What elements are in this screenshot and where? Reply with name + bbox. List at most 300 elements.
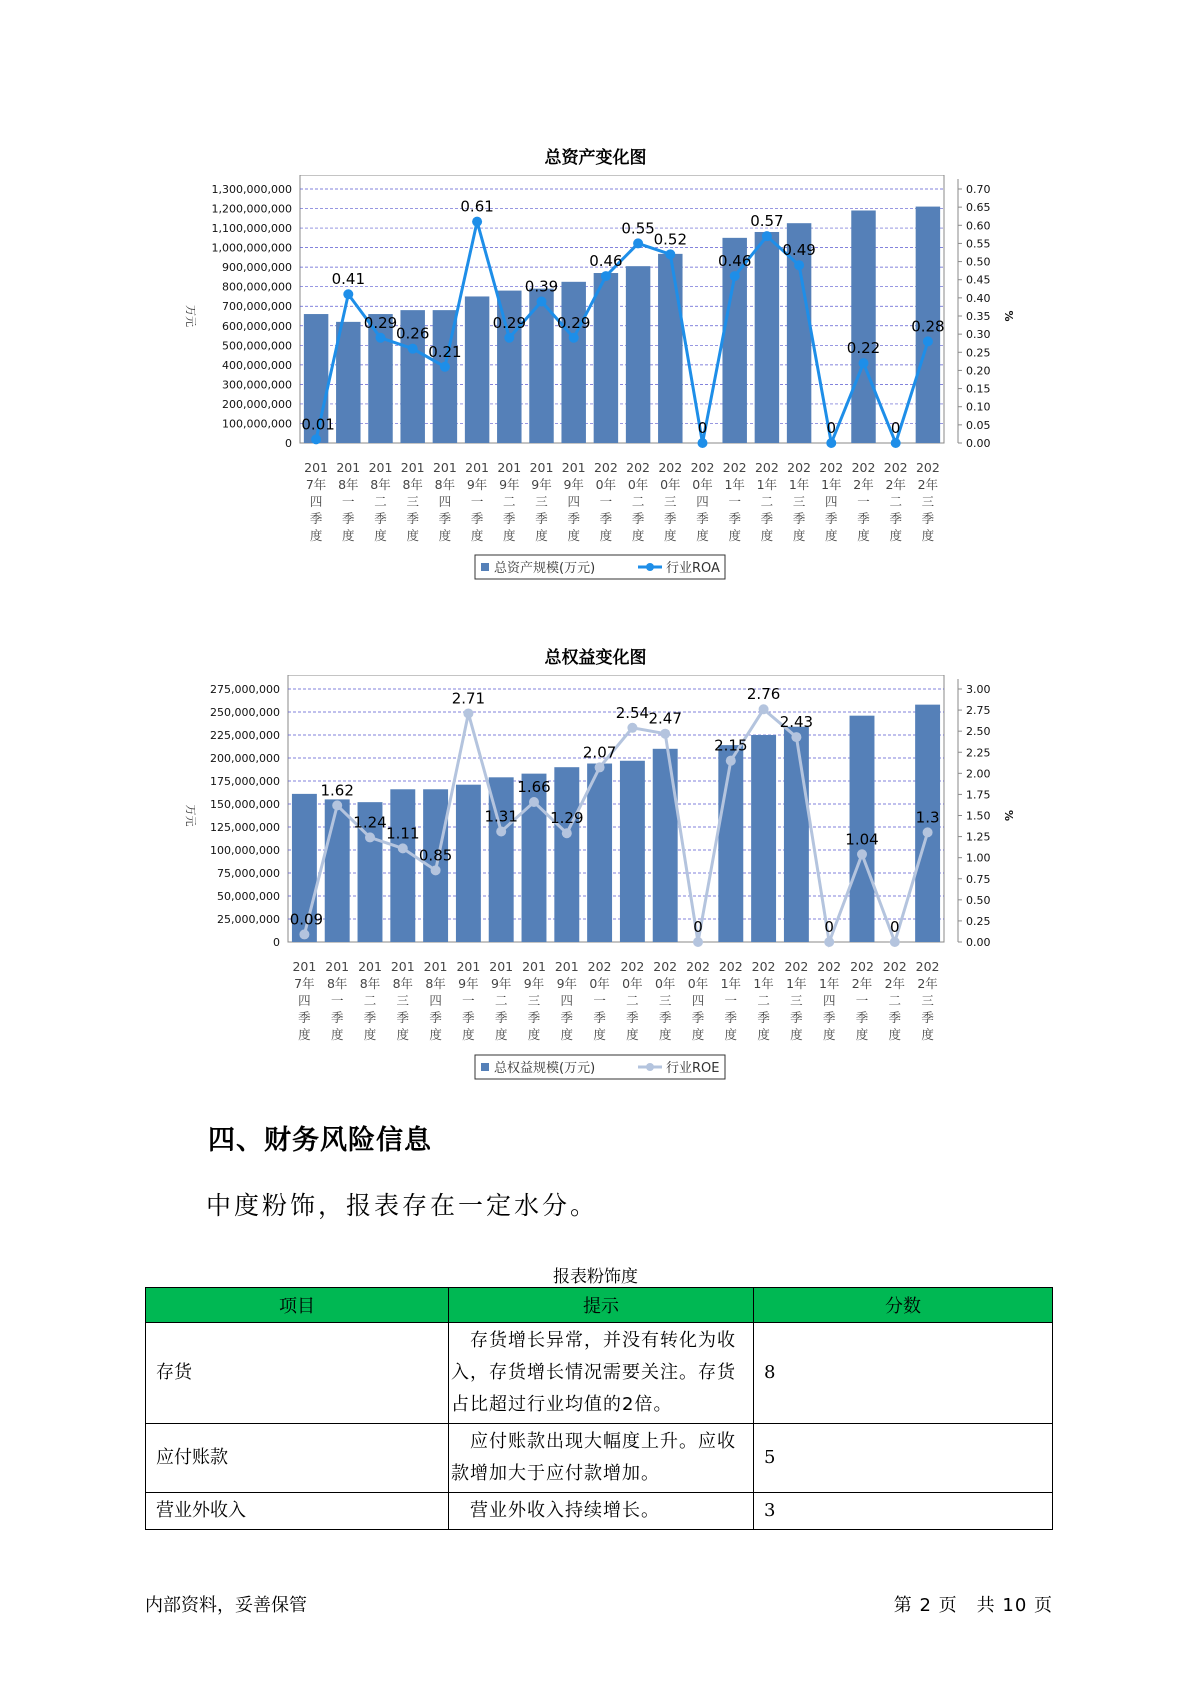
- x-tick-label: 1年: [724, 477, 745, 492]
- x-tick-label: 度: [664, 528, 677, 543]
- x-tick-label: 202: [915, 460, 940, 475]
- x-tick-label: 201: [432, 460, 457, 475]
- y2-tick-label: 0.50: [966, 893, 991, 907]
- x-tick-label: 四: [560, 993, 574, 1008]
- x-tick-label: 201: [400, 460, 425, 475]
- x-tick-label: 度: [888, 1027, 902, 1042]
- x-tick-label: 三: [396, 993, 410, 1008]
- x-tick-label: 2年: [917, 976, 938, 991]
- x-tick-label: 一: [470, 494, 484, 509]
- y2-tick-label: 0.00: [966, 936, 991, 949]
- legend-bar-swatch: [481, 1063, 489, 1071]
- x-tick-label: 季: [309, 511, 323, 526]
- line-point: [311, 434, 321, 444]
- x-tick-label: 季: [728, 511, 741, 526]
- x-tick-label: 三: [658, 993, 672, 1008]
- x-tick-label: 季: [593, 1010, 606, 1025]
- x-tick-label: 度: [724, 1027, 738, 1042]
- x-tick-label: 季: [855, 1010, 869, 1025]
- line-point: [794, 260, 804, 270]
- x-tick-label: 202: [817, 959, 842, 974]
- x-tick-label: 度: [567, 528, 580, 543]
- x-tick-label: 季: [857, 511, 870, 526]
- y2-axis-title: %: [1002, 310, 1015, 322]
- x-tick-label: 度: [535, 528, 548, 543]
- x-tick-label: 度: [631, 528, 645, 543]
- y-tick-label: 225,000,000: [210, 729, 280, 742]
- data-label: 2.54: [615, 703, 650, 722]
- x-tick-label: 度: [822, 1027, 836, 1042]
- data-label: 0.61: [460, 197, 494, 216]
- x-tick-label: 度: [760, 528, 774, 543]
- y2-tick-label: 0.15: [966, 382, 991, 396]
- bar: [658, 254, 682, 443]
- data-label: 0.57: [750, 212, 784, 231]
- x-tick-label: 季: [396, 1010, 410, 1025]
- x-tick-label: 202: [593, 460, 618, 475]
- data-label: 0: [890, 419, 901, 437]
- x-tick-label: 四: [429, 993, 442, 1008]
- data-label: 0: [824, 918, 834, 936]
- data-label: 0: [693, 918, 703, 936]
- table-header-row: [146, 1288, 1053, 1323]
- x-tick-label: 一: [462, 993, 475, 1008]
- y-tick-label: 100,000,000: [210, 844, 280, 857]
- y2-tick-label: 1.25: [966, 830, 991, 844]
- section-heading: 四、财务风险信息: [208, 1125, 432, 1156]
- x-tick-label: 季: [921, 511, 935, 526]
- legend-line-marker: [646, 563, 654, 571]
- y2-axis-title: %: [1002, 809, 1015, 822]
- data-label: 2.15: [714, 736, 748, 755]
- whitewash-table: [145, 1287, 1053, 1530]
- bar: [751, 735, 776, 942]
- bar: [653, 749, 678, 942]
- line-point: [693, 937, 703, 947]
- line-point: [376, 333, 386, 343]
- x-tick-label: 度: [696, 528, 709, 543]
- section-text: 中度粉饰，报表存在一定水分。: [206, 1191, 599, 1220]
- x-tick-label: 二: [626, 993, 639, 1008]
- chart1-title: 总资产变化图: [544, 148, 647, 168]
- x-tick-label: 四: [309, 494, 323, 509]
- line-point: [440, 362, 450, 372]
- x-tick-label: 度: [825, 528, 838, 543]
- y2-tick-label: 0.50: [966, 255, 991, 269]
- x-tick-label: 202: [882, 959, 907, 974]
- x-tick-label: 8年: [392, 976, 414, 991]
- data-label: 0.01: [301, 415, 335, 434]
- x-tick-label: 0年: [692, 477, 713, 492]
- x-tick-label: 四: [567, 494, 580, 509]
- y-tick-label: 1,200,000,000: [211, 202, 292, 216]
- x-tick-label: 202: [787, 460, 812, 475]
- x-tick-label: 202: [653, 959, 678, 974]
- x-tick-label: 度: [626, 1027, 639, 1042]
- bar: [626, 266, 650, 443]
- data-label: 1.66: [517, 778, 551, 797]
- y-tick-label: 50,000,000: [217, 890, 280, 903]
- x-tick-label: 201: [497, 460, 522, 475]
- x-tick-label: 201: [358, 959, 382, 974]
- x-tick-label: 季: [342, 511, 355, 526]
- header-item: 项目: [146, 1288, 449, 1323]
- y-tick-label: 600,000,000: [222, 319, 292, 333]
- y-tick-label: 75,000,000: [217, 867, 280, 880]
- x-tick-label: 0年: [687, 976, 709, 991]
- x-tick-label: 0年: [654, 976, 676, 991]
- data-label: 1.29: [550, 809, 584, 828]
- x-tick-label: 三: [664, 494, 677, 509]
- x-tick-label: 9年: [531, 477, 552, 492]
- footer-page-number: 第 2 页 共 10 页: [893, 1595, 1053, 1616]
- data-label: 0: [826, 419, 837, 437]
- row-hint: 存货增长异常，并没有转化为收入，存货增长情况需要关注。存货占比超过行业均值的2倍。: [449, 1323, 754, 1424]
- x-tick-label: 201: [529, 460, 554, 475]
- bar: [456, 785, 481, 942]
- total-equity-chart: [0, 675, 1191, 1095]
- x-tick-label: 2年: [851, 976, 873, 991]
- x-tick-label: 季: [822, 1010, 836, 1025]
- x-tick-label: 四: [822, 993, 836, 1008]
- y2-tick-label: 0.25: [966, 346, 991, 360]
- x-tick-label: 度: [790, 1027, 803, 1042]
- x-tick-label: 季: [535, 511, 548, 526]
- bar: [718, 745, 743, 942]
- y-tick-label: 25,000,000: [217, 913, 280, 926]
- x-tick-label: 三: [921, 494, 935, 509]
- x-tick-label: 季: [664, 511, 677, 526]
- y-tick-label: 175,000,000: [210, 775, 280, 788]
- x-tick-label: 8年: [326, 976, 348, 991]
- x-tick-label: 202: [690, 460, 715, 475]
- x-tick-label: 201: [465, 460, 490, 475]
- x-tick-label: 一: [724, 993, 738, 1008]
- x-tick-label: 度: [889, 528, 902, 543]
- data-label: 0.29: [492, 313, 527, 332]
- line-point: [730, 271, 740, 281]
- data-label: 0.22: [846, 339, 881, 358]
- x-tick-label: 1年: [788, 477, 810, 492]
- bar: [784, 727, 809, 942]
- y2-tick-label: 2.00: [966, 767, 991, 781]
- row-hint: 营业外收入持续增长。: [449, 1493, 754, 1530]
- x-tick-label: 二: [888, 993, 902, 1008]
- line-point: [726, 756, 736, 766]
- bar: [587, 764, 612, 942]
- x-tick-label: 7年: [294, 976, 315, 991]
- y2-tick-label: 1.50: [966, 809, 991, 823]
- x-tick-label: 季: [567, 511, 580, 526]
- x-tick-label: 度: [757, 1027, 770, 1042]
- y2-tick-label: 0.30: [966, 328, 991, 342]
- x-tick-label: 季: [631, 511, 645, 526]
- y-axis-title: 万元: [184, 305, 197, 327]
- line-point: [398, 843, 408, 853]
- y-tick-label: 150,000,000: [210, 798, 280, 811]
- row-hint: 应付账款出现大幅度上升。应收款增加大于应付款增加。: [449, 1424, 754, 1493]
- x-tick-label: 四: [298, 993, 311, 1008]
- x-tick-label: 2年: [917, 477, 939, 492]
- footer-confidential: 内部资料，妥善保管: [145, 1595, 307, 1616]
- line-point: [431, 865, 441, 875]
- data-label: 1.04: [845, 830, 879, 849]
- line-point: [299, 929, 309, 939]
- y-tick-label: 800,000,000: [222, 280, 292, 294]
- y2-tick-label: 0.10: [966, 400, 991, 414]
- x-tick-label: 202: [784, 959, 809, 974]
- x-tick-label: 四: [438, 494, 452, 509]
- line-point: [923, 827, 933, 837]
- x-tick-label: 202: [626, 460, 651, 475]
- row-score: 8: [754, 1323, 1053, 1424]
- x-tick-label: 8年: [425, 976, 446, 991]
- line-point: [857, 849, 867, 859]
- x-tick-label: 度: [921, 1027, 934, 1042]
- x-tick-label: 202: [722, 460, 747, 475]
- x-tick-label: 202: [658, 460, 683, 475]
- line-point: [891, 438, 901, 448]
- y-tick-label: 1,100,000,000: [211, 222, 292, 236]
- x-tick-label: 9年: [466, 477, 488, 492]
- row-score: 3: [754, 1493, 1053, 1530]
- line-point: [824, 937, 834, 947]
- x-tick-label: 201: [368, 460, 393, 475]
- x-tick-label: 202: [851, 460, 876, 475]
- x-tick-label: 0年: [660, 477, 681, 492]
- y-tick-label: 200,000,000: [222, 397, 292, 411]
- data-label: 2.07: [582, 743, 617, 762]
- x-tick-label: 季: [792, 511, 806, 526]
- header-hint: 提示: [449, 1288, 754, 1323]
- x-tick-label: 201: [325, 959, 350, 974]
- y2-tick-label: 0.40: [966, 291, 991, 305]
- x-tick-label: 9年: [556, 976, 578, 991]
- x-tick-label: 202: [915, 959, 940, 974]
- x-tick-label: 1年: [756, 477, 778, 492]
- line-point: [504, 333, 514, 343]
- line-point: [562, 828, 572, 838]
- bar: [594, 273, 618, 443]
- x-tick-label: 季: [462, 1010, 475, 1025]
- x-tick-label: 2年: [884, 976, 906, 991]
- x-tick-label: 季: [374, 511, 387, 526]
- line-point: [627, 723, 637, 733]
- line-point: [791, 732, 801, 742]
- x-tick-label: 1年: [786, 976, 807, 991]
- y2-tick-label: 0.45: [966, 273, 991, 287]
- line-point: [529, 797, 539, 807]
- bar: [850, 716, 875, 942]
- data-label: 0.41: [331, 270, 366, 289]
- x-tick-label: 度: [792, 528, 806, 543]
- row-item: 应付账款: [146, 1424, 449, 1493]
- x-tick-label: 一: [330, 993, 344, 1008]
- data-label: 0.52: [653, 230, 688, 249]
- x-tick-label: 0年: [595, 477, 617, 492]
- bar: [755, 232, 779, 443]
- legend-bar-swatch: [481, 563, 489, 571]
- x-tick-label: 度: [503, 528, 516, 543]
- data-label: 1.3: [915, 808, 940, 827]
- data-label: 0.26: [395, 324, 430, 343]
- x-tick-label: 2年: [853, 477, 874, 492]
- x-tick-label: 度: [330, 1027, 344, 1042]
- x-tick-label: 一: [855, 993, 869, 1008]
- x-tick-label: 四: [696, 494, 709, 509]
- y-tick-label: 400,000,000: [222, 358, 292, 372]
- line-point: [762, 231, 772, 241]
- x-tick-label: 四: [825, 494, 838, 509]
- x-tick-label: 202: [587, 959, 612, 974]
- x-tick-label: 1年: [753, 976, 774, 991]
- data-label: 0: [890, 918, 900, 936]
- x-tick-label: 度: [921, 528, 935, 543]
- data-label: 0.85: [418, 846, 453, 865]
- x-tick-label: 季: [438, 511, 452, 526]
- data-label: 0.29: [363, 313, 398, 332]
- table-row: [146, 1424, 1053, 1493]
- row-item: 存货: [146, 1323, 449, 1424]
- x-tick-label: 度: [363, 1027, 377, 1042]
- x-tick-label: 202: [751, 959, 776, 974]
- y-axis-title: 万元: [184, 804, 197, 827]
- y-tick-label: 500,000,000: [222, 339, 292, 353]
- data-label: 1.62: [320, 781, 354, 800]
- x-tick-label: 季: [503, 511, 516, 526]
- x-tick-label: 一: [342, 494, 355, 509]
- x-tick-label: 201: [489, 959, 514, 974]
- y-tick-label: 1,000,000,000: [211, 241, 292, 255]
- line-point: [365, 832, 375, 842]
- y-tick-label: 900,000,000: [222, 261, 292, 275]
- data-label: 0.49: [782, 241, 816, 260]
- legend-bar-label: 总资产规模(万元): [494, 561, 596, 576]
- data-label: 2.43: [779, 713, 814, 732]
- table-row: [146, 1493, 1053, 1530]
- line-point: [343, 289, 353, 299]
- y-tick-label: 275,000,000: [210, 683, 280, 696]
- x-tick-label: 三: [921, 993, 934, 1008]
- x-tick-label: 季: [527, 1010, 541, 1025]
- row-item: 营业外收入: [146, 1493, 449, 1530]
- x-tick-label: 度: [857, 528, 870, 543]
- x-tick-label: 度: [309, 528, 323, 543]
- y2-tick-label: 1.00: [966, 851, 991, 865]
- x-tick-label: 季: [429, 1010, 442, 1025]
- line-point: [537, 296, 547, 306]
- line-point: [759, 704, 769, 714]
- line-point: [472, 217, 482, 227]
- x-tick-label: 度: [560, 1027, 574, 1042]
- x-tick-label: 202: [686, 959, 710, 974]
- line-point: [660, 729, 670, 739]
- x-tick-label: 三: [527, 993, 541, 1008]
- x-tick-label: 季: [889, 511, 902, 526]
- bar: [465, 296, 489, 443]
- line-point: [633, 238, 643, 248]
- y-tick-label: 200,000,000: [210, 752, 280, 765]
- x-tick-label: 度: [728, 528, 741, 543]
- x-tick-label: 8年: [402, 477, 423, 492]
- x-tick-label: 季: [696, 511, 709, 526]
- x-tick-label: 季: [494, 1010, 508, 1025]
- y2-tick-label: 2.50: [966, 725, 991, 739]
- data-label: 1.11: [386, 824, 420, 843]
- y-tick-label: 125,000,000: [210, 821, 280, 834]
- x-tick-label: 1年: [818, 976, 840, 991]
- y2-tick-label: 1.75: [966, 788, 991, 802]
- x-tick-label: 201: [390, 959, 415, 974]
- y-tick-label: 300,000,000: [222, 378, 292, 392]
- bar: [325, 799, 350, 942]
- table-caption: 报表粉饰度: [553, 1267, 638, 1287]
- x-tick-label: 201: [292, 959, 317, 974]
- x-tick-label: 季: [825, 511, 838, 526]
- y-tick-label: 700,000,000: [222, 300, 292, 314]
- x-tick-label: 一: [857, 494, 870, 509]
- x-tick-label: 季: [330, 1010, 344, 1025]
- y2-tick-label: 0.35: [966, 310, 991, 323]
- x-tick-label: 1年: [821, 477, 842, 492]
- x-tick-label: 0年: [589, 976, 610, 991]
- x-tick-label: 度: [462, 1027, 475, 1042]
- line-point: [601, 271, 611, 281]
- y-tick-label: 1,300,000,000: [211, 183, 292, 196]
- x-tick-label: 季: [724, 1010, 738, 1025]
- line-point: [332, 800, 342, 810]
- line-point: [923, 336, 933, 346]
- line-point: [496, 827, 506, 837]
- y2-tick-label: 3.00: [966, 683, 991, 696]
- bar: [390, 789, 415, 942]
- x-tick-label: 季: [599, 511, 613, 526]
- data-label: 0.29: [556, 313, 591, 332]
- y2-tick-label: 0.00: [966, 437, 991, 450]
- x-tick-label: 季: [406, 511, 419, 526]
- bar: [561, 282, 585, 443]
- line-point: [463, 708, 473, 718]
- data-label: 0.21: [428, 342, 462, 361]
- x-tick-label: 度: [691, 1027, 705, 1042]
- y2-tick-label: 0.20: [966, 364, 991, 378]
- y2-tick-label: 0.55: [966, 237, 991, 251]
- y-tick-label: 0: [273, 936, 280, 949]
- x-tick-label: 季: [790, 1010, 803, 1025]
- x-tick-label: 0年: [622, 976, 643, 991]
- data-label: 0.28: [911, 317, 945, 336]
- x-tick-label: 201: [522, 959, 546, 974]
- x-tick-label: 一: [593, 993, 606, 1008]
- line-point: [698, 438, 708, 448]
- line-point: [408, 344, 418, 354]
- legend-bar-label: 总权益规模(万元): [494, 1061, 596, 1076]
- x-tick-label: 度: [470, 528, 484, 543]
- x-tick-label: 2年: [885, 477, 906, 492]
- x-tick-label: 201: [561, 460, 586, 475]
- line-point: [890, 937, 900, 947]
- data-label: 0.46: [589, 252, 623, 271]
- y-tick-label: 100,000,000: [222, 417, 292, 431]
- x-tick-label: 9年: [499, 477, 520, 492]
- total-assets-chart: [0, 175, 1191, 595]
- x-tick-label: 201: [423, 959, 448, 974]
- x-tick-label: 季: [560, 1010, 574, 1025]
- x-tick-label: 一: [599, 494, 613, 509]
- x-tick-label: 202: [718, 959, 743, 974]
- x-tick-label: 度: [342, 528, 355, 543]
- x-tick-label: 202: [819, 460, 844, 475]
